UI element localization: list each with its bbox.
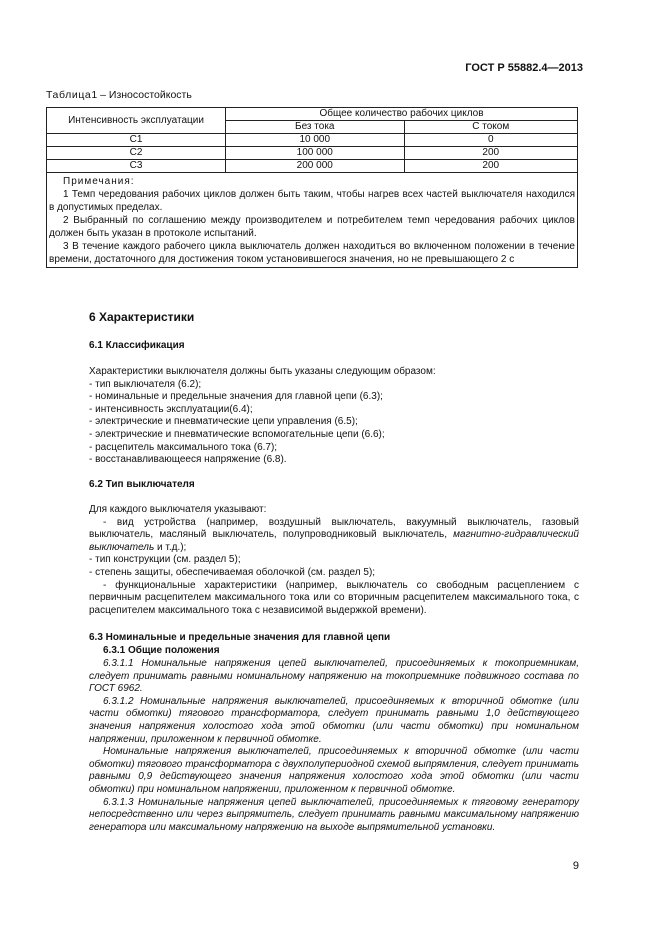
wear-resistance-table bbox=[46, 107, 578, 268]
cell-with-current: 200 bbox=[404, 147, 577, 160]
page-number: 9 bbox=[572, 860, 579, 872]
list-item: - восстанавливающееся напряжение (6.8). bbox=[89, 454, 287, 466]
list-item: - тип конструкции (см. раздел 5); bbox=[89, 554, 241, 566]
cell-with-current: 200 bbox=[404, 160, 577, 173]
table-row bbox=[47, 134, 578, 147]
header-total-cycles: Общее количество рабочих циклов bbox=[226, 108, 578, 121]
list-item: - расцепитель максимального тока (6.7); bbox=[89, 441, 278, 453]
table-notes-row bbox=[47, 173, 578, 268]
note-item: 3 В течение каждого рабочего цикла выключатель должен находиться во включенном положении в течение времени, достаточного для достижения током установившегося значения, но не превышающего 2 с bbox=[49, 241, 575, 265]
classification-intro: Характеристики выключателя должны быть указаны следующим образом: bbox=[89, 366, 436, 377]
header-no-current: Без тока bbox=[226, 121, 405, 134]
list-item: - номинальные и предельные значения для главной цепи (6.3); bbox=[89, 391, 383, 403]
list-item: - тип выключателя (6.2); bbox=[89, 378, 202, 390]
paragraph-6-3-1-1: 6.3.1.1 Номинальные напряжения цепей выключателей, присоединяемых к токоприемникам, следует принимать равными номинальному напряжению на токоприемнике подвижного состава по ГОСТ 6962. bbox=[89, 658, 579, 695]
cell-no-current: 10 000 bbox=[226, 134, 405, 147]
paragraph-6-3-1-2-cont: Номинальные напряжения выключателей, присоединяемых к вторичной обмотке (или части обмотки) тягового трансформатора с двухполупериодной схемой выпрямления, следует принимать равными 0,9 действующего значения напряжения холостого хода этой обмотки (или части обмотки) при номинальном напряжении, приложенном к первичной обмотке. bbox=[89, 746, 579, 795]
type-intro: Для каждого выключателя указывают: bbox=[89, 504, 267, 515]
list-item: - функциональные характеристики (например, выключатель со свободным расцеплением с первичным расцепителем максимального тока или со вторичным расцепителем максимального тока, с расцепителем максимального тока с независимой выдержкой времени). bbox=[89, 579, 579, 616]
cell-intensity: С2 bbox=[47, 147, 226, 160]
header-with-current: С током bbox=[404, 121, 577, 134]
device-type-suffix: и т.д.); bbox=[154, 541, 187, 553]
header-intensity: Интенсивность эксплуатации bbox=[47, 108, 226, 134]
section-6-3-title: 6.3 Номинальные и предельные значения для главной цепи bbox=[89, 632, 391, 643]
section-6-2-body bbox=[89, 504, 579, 617]
notes-title: Примечания: bbox=[63, 176, 135, 187]
section-6-2-title: 6.2 Тип выключателя bbox=[89, 479, 195, 490]
standard-code: ГОСТ Р 55882.4—2013 bbox=[465, 62, 583, 74]
note-item: 1 Темп чередования рабочих циклов должен быть таким, чтобы нагрев всех частей выключателя находился в допустимых пределах. bbox=[49, 189, 575, 213]
cell-no-current: 100 000 bbox=[226, 147, 405, 160]
device-type-text: - вид устройства (например, воздушный выключатель, вакуумный выключатель, газовый выключатель, масляный выключатель, полупроводниковый выключатель, bbox=[89, 516, 579, 541]
paragraph-6-3-1-2: 6.3.1.2 Номинальные напряжения выключателей, присоединяемых к вторичной обмотке (или части обмотки) тягового трансформатора, следует принимать равными 1,0 действующего значения напряжения холостого хода этой обмотки (или части обмотки) при номинальном напряжении, приложенном к первичной обмотке. bbox=[89, 695, 579, 745]
table-caption-prefix: Таблица bbox=[46, 89, 92, 101]
note-item: 2 Выбранный по соглашению между производителем и потребителем темп чередования рабочих циклов должен быть указан в протоколе испытаний. bbox=[49, 215, 575, 239]
table-caption-title: – Износостойкость bbox=[100, 89, 192, 101]
cell-no-current: 200 000 bbox=[226, 160, 405, 173]
list-item-device-type bbox=[89, 517, 579, 555]
section-6-1-body bbox=[89, 366, 579, 467]
list-item: - электрические и пневматические цепи управления (6.5); bbox=[89, 416, 358, 428]
paragraph-6-3-1-3: 6.3.1.3 Номинальные напряжения цепей выключателей, присоединяемых к тяговому генератору непосредственно или через выпрямитель, следует принимать равными максимальному напряжению генератора или максимальному напряжению на выходе выпрямительной установки. bbox=[89, 796, 579, 833]
list-item: - степень защиты, обеспечиваемая оболочкой (см. раздел 5); bbox=[89, 566, 376, 578]
section-6-1-title: 6.1 Классификация bbox=[89, 340, 185, 351]
list-item: - интенсивность эксплуатации(6.4); bbox=[89, 403, 253, 415]
table-row bbox=[47, 147, 578, 160]
table-notes bbox=[47, 173, 578, 268]
table-header-row bbox=[47, 108, 578, 121]
device-type-italic: магнитно-гидравлический выключатель bbox=[89, 529, 579, 553]
table-caption bbox=[46, 89, 192, 101]
section-6-3-1-body bbox=[89, 658, 579, 834]
section-6-title: 6 Характеристики bbox=[89, 310, 195, 324]
list-item: - электрические и пневматические вспомогательные цепи (6.6); bbox=[89, 428, 385, 440]
section-6-3-1-title: 6.3.1 Общие положения bbox=[103, 645, 220, 656]
cell-intensity: С1 bbox=[47, 134, 226, 147]
cell-with-current: 0 bbox=[404, 134, 577, 147]
table-row bbox=[47, 160, 578, 173]
table-caption-number: 1 bbox=[91, 89, 98, 101]
cell-intensity: С3 bbox=[47, 160, 226, 173]
